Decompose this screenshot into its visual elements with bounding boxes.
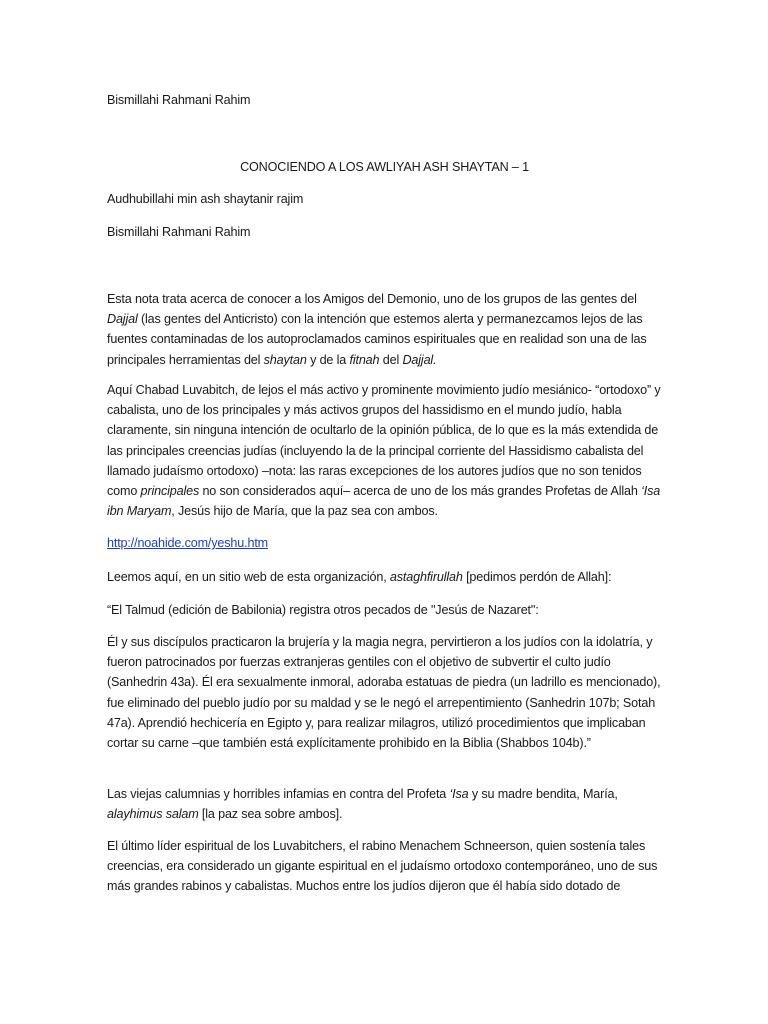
text-run: y de la [306, 352, 350, 367]
italic-term: alayhimus salam [107, 807, 199, 822]
italic-term: Dajjal. [402, 352, 437, 367]
audhubillah-line: Audhubillahi min ash shaytanir rajim [107, 192, 304, 206]
text-run: [pedimos perdón de Allah]: [462, 570, 612, 584]
italic-term: fitnah [349, 352, 380, 367]
text-run: , Jesús hijo de María, que la paz sea con ambos. [171, 504, 438, 519]
text-run: Aquí Chabad Luvabitch, de lejos el más activo y prominente movimiento judío mesiánico- “ortodoxo” y cabalista, uno de los principales y más activos grupos del hassidismo en el mundo judío, habla claramente, sin ninguna intención de ocultarlo de la opinión pública, de lo que es la más extendida de las principales creencias judías (incluyendo la de la principal corriente del Hassidismo cabalista del llamado judaísmo ortodoxo) –nota: las raras excepciones de los autores judíos que no son tenidos como [107, 383, 661, 499]
italic-term: Dajjal [107, 312, 138, 327]
italic-term: ‘Isa ibn Maryam [107, 484, 661, 519]
paragraph-talmud-quote-intro: “El Talmud (edición de Babilonia) registra otros pecados de "Jesús de Nazaret": [107, 603, 539, 617]
greeting-second: Bismillahi Rahmani Rahim [107, 225, 251, 239]
text-run: Las viejas calumnias y horribles infamias en contra del Profeta [107, 787, 450, 801]
text-run: del [379, 352, 403, 367]
text-run: [la paz sea sobre ambos]. [198, 807, 343, 822]
italic-term: principales [140, 484, 200, 499]
text-run: Esta nota trata acerca de conocer a los Amigos del Demonio, uno de los grupos de las gentes del [107, 292, 637, 306]
paragraph-intro [107, 289, 662, 370]
document-title: CONOCIENDO A LOS AWLIYAH ASH SHAYTAN – 1 [240, 160, 529, 174]
paragraph-schneerson: El último líder espiritual de los Luvabitchers, el rabino Menachem Schneerson, quien sostenía tales creencias, era considerado un gigante espiritual en el judaísmo ortodoxo contemporáneo, uno de sus más grandes rabinos y cabalistas. Muchos entre los judíos dijeron que él había sido dotado de [107, 839, 658, 894]
italic-term: astaghfirullah [389, 570, 463, 584]
text-run: y su madre bendita, María, [468, 787, 618, 801]
text-run: Leemos aquí, en un sitio web de esta organización, [107, 570, 390, 584]
paragraph-leemos [107, 567, 662, 587]
text-run: no son considerados aquí– acerca de uno de los más grandes Profetas de Allah [199, 484, 642, 499]
noahide-link[interactable]: http://noahide.com/yeshu.htm [107, 536, 269, 550]
italic-term: ‘Isa [449, 787, 469, 801]
paragraph-calumnias [107, 784, 662, 824]
document-page [107, 0, 662, 1024]
greeting-top: Bismillahi Rahmani Rahim [107, 93, 251, 107]
paragraph-chabad [107, 380, 662, 521]
italic-term: shaytan [263, 352, 307, 367]
paragraph-talmud-quote: Él y sus discípulos practicaron la brujería y la magia negra, pervirtieron a los judíos con la idolatría, y fueron patrocinados por fuerzas extranjeras gentiles con el objetivo de subvertir el culto judío (Sanhedrin 43a). Él era sexualmente inmoral, adoraba estatuas de piedra (un ladrillo es mencionado), fue eliminado del pueblo judío por su maldad y se le negó el arrepentimiento (Sanhedrin 107b; Sotah 47a). Aprendió hechicería en Egipto y, para realizar milagros, utilizó procedimientos que implicaban cortar su carne –que también está explícitamente prohibido en la Biblia (Shabbos 104b).” [107, 635, 661, 751]
text-run: (las gentes del Anticristo) con la intención que estemos alerta y permanezcamos lejos de las fuentes contaminadas de los autoproclamados caminos espirituales que en realidad son una de las principales herramientas del [107, 312, 647, 367]
link-paragraph [107, 533, 662, 553]
